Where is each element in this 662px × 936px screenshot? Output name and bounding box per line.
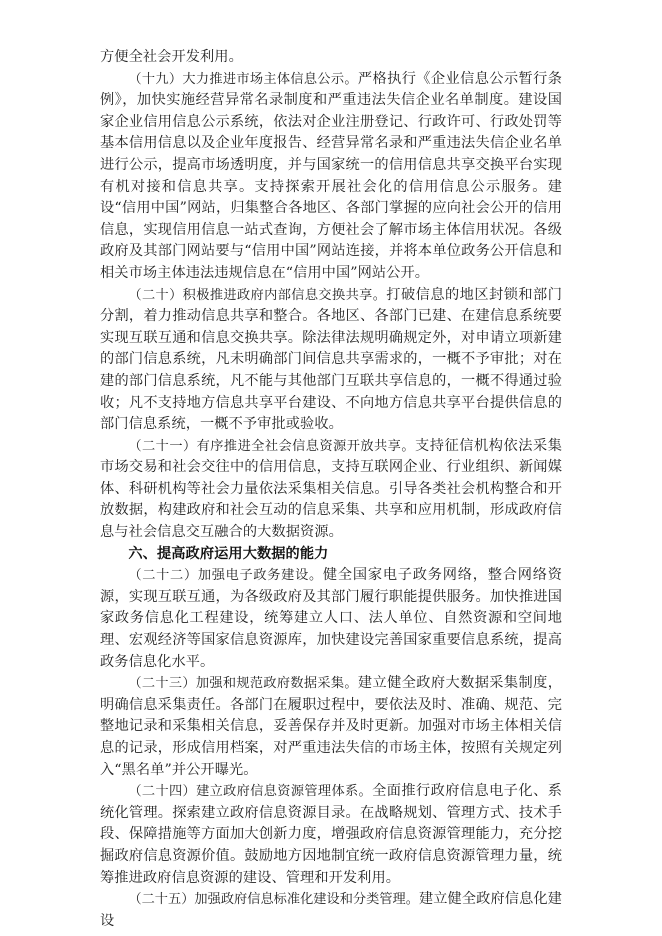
- paragraph-body: 打破信息的地区封锁和部门分割，着力推动信息共享和整合。各地区、各部门已建、在建信息系统要实现互联互通和信息交换共享。除法律法规明确规定外，对申请立项新建的部门信息系统，凡未明确部门间信息共享需求的，一概不予审批；对在建的部门信息系统，凡不能与其他部门互联共享信息的，一概不得通过验收；凡不支持地方信息共享平台建设、不向地方信息共享平台提供信息的部门信息系统，一概不予审批或验收。: [100, 286, 562, 433]
- paragraph-23: [100, 673, 562, 781]
- clause-heading: （二十二）加强电子政务建设。: [128, 568, 323, 584]
- paragraph-body: 方便全社会开发利用。: [100, 49, 243, 65]
- paragraph-body: 严格执行《企业信息公示暂行条例》，加快实施经营异常名录制度和严重违法失信企业名单制度。建设国家企业信用信息公示系统，依法对企业注册登记、行政许可、行政处罚等基本信用信息以及企业年度报告、经营异常名录和严重违法失信企业名单进行公示，提高市场透明度，并与国家统一的信用信息共享交换平台实现有机对接和信息共享。支持探索开展社会化的信用信息公示服务。建设“信用中国”网站，归集整合各地区、各部门掌握的应向社会公开的信用信息，实现信用信息一站式查询，方便社会了解市场主体信用状况。各级政府及其部门网站要与“信用中国”网站连接，并将本单位政务公开信息和相关市场主体违法违规信息在“信用中国”网站公开。: [100, 70, 563, 281]
- clause-heading: （二十五）加强政府信息标准化建设和分类管理。: [128, 892, 419, 908]
- clause-heading: （十九）大力推进市场主体信息公示。: [128, 71, 358, 87]
- paragraph-body: 支持征信机构依法采集市场交易和社会交往中的信用信息，支持互联网企业、行业组织、新闻媒体、科研机构等社会力量依法采集相关信息。引导各类社会机构整合和开放数据，构建政府和社会互动的信息采集、共享和应用机制，形成政府信息与社会信息交互融合的大数据资源。: [100, 437, 562, 541]
- paragraph-body: 健全国家电子政务网络，整合网络资源，实现互联互通，为各级政府及其部门履行职能提供服务。加快推进国家政务信息化工程建设，统筹建立人口、法人单位、自然资源和空间地理、宏观经济等国家信息资源库，加快建设完善国家重要信息系统，提高政务信息化水平。: [100, 567, 562, 670]
- clause-heading: （二十）积极推进政府内部信息交换共享。: [128, 287, 387, 303]
- clause-heading: （二十四）建立政府信息资源管理体系。: [128, 784, 373, 800]
- paragraph-24: [100, 781, 562, 889]
- paragraph-19: [100, 69, 562, 285]
- paragraph-22: [100, 565, 562, 673]
- paragraph-continuation: [100, 47, 562, 69]
- paragraph-body: 全面推行政府信息电子化、系统化管理。探索建立政府信息资源目录。在战略规划、管理方式、技术手段、保障措施等方面加大创新力度，增强政府信息资源管理能力，充分挖掘政府信息资源价值。鼓励地方因地制宜统一政府信息资源管理力量，统筹推进政府信息资源的建设、管理和开发利用。: [100, 783, 562, 886]
- clause-heading: （二十三）加强和规范政府数据采集。: [128, 676, 358, 692]
- document-body: [100, 47, 562, 932]
- paragraph-25: [100, 889, 562, 932]
- paragraph-body: 建立健全政府大数据采集制度，明确信息采集责任。各部门在履职过程中，要依法及时、准确、规范、完整地记录和采集相关信息，妥善保存并及时更新。加强对市场主体相关信息的记录，形成信用档案，对严重违法失信的市场主体，按照有关规定列入“黑名单”并公开曝光。: [100, 675, 563, 778]
- paragraph-21: [100, 436, 562, 544]
- clause-heading: （二十一）有序推进全社会信息资源开放共享。: [128, 438, 415, 454]
- paragraph-body: 建立健全政府信息化建设: [100, 891, 562, 929]
- section-heading: 六、提高政府运用大数据的能力: [128, 545, 329, 562]
- paragraph-20: [100, 285, 562, 436]
